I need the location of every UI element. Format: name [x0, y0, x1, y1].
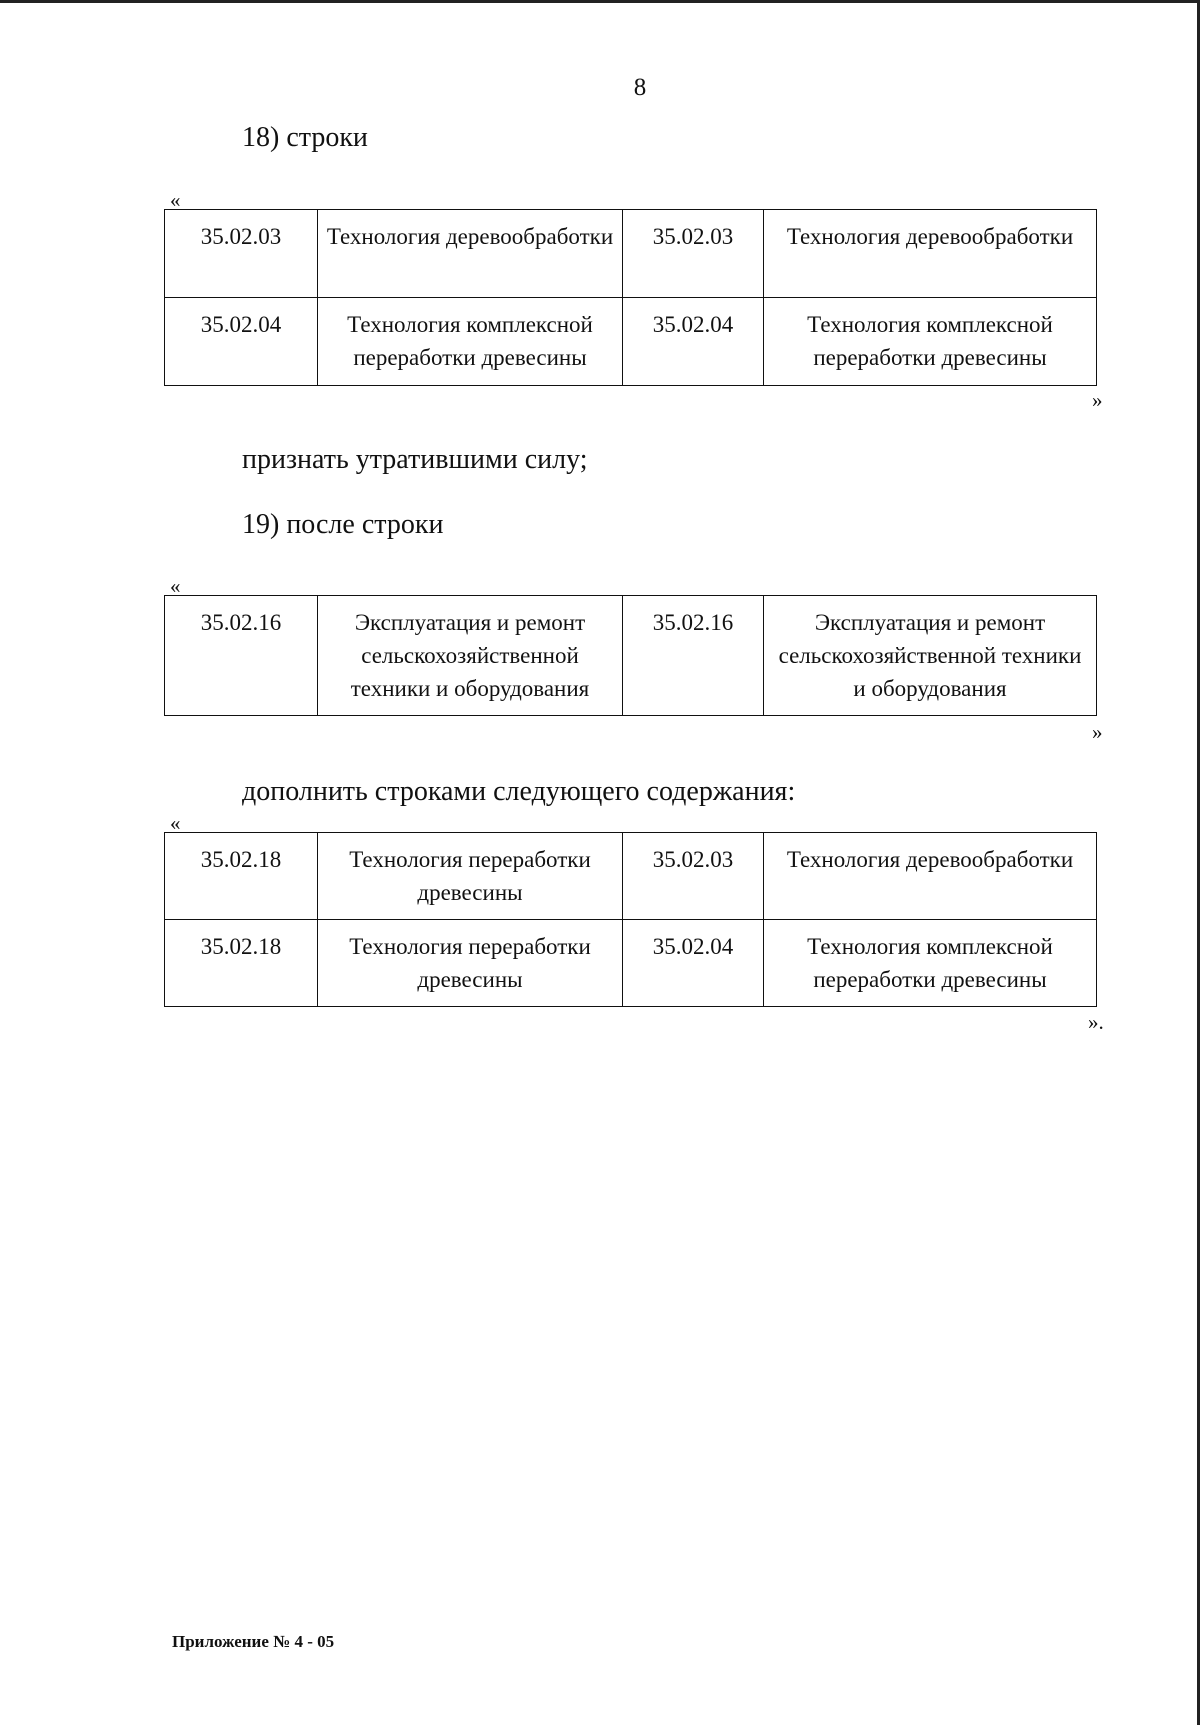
- table-cell-code: 35.02.03: [623, 210, 764, 298]
- table-cell-name: Технология комплексной переработки древесины: [764, 920, 1097, 1007]
- table3: [164, 832, 1097, 1007]
- table2-close-quote: »: [1092, 720, 1103, 744]
- table-row: [165, 920, 1097, 1007]
- table-cell-code: 35.02.03: [623, 833, 764, 920]
- item-19-heading: 19) после строки: [242, 509, 444, 540]
- table-cell-code: 35.02.04: [165, 298, 318, 386]
- item-18-heading: 18) строки: [242, 122, 368, 153]
- table-cell-code: 35.02.18: [165, 833, 318, 920]
- table-cell-name: Технология комплексной переработки древесины: [764, 298, 1097, 386]
- table3-close-quote: ».: [1088, 1010, 1104, 1034]
- table-cell-name: Технология деревообработки: [764, 833, 1097, 920]
- page-number: 8: [633, 74, 647, 101]
- table2: [164, 595, 1097, 716]
- supplement-text: дополнить строками следующего содержания:: [242, 776, 796, 807]
- table1-open-quote: «: [170, 188, 181, 212]
- table-cell-name: Технология переработки древесины: [318, 833, 623, 920]
- table-cell-code: 35.02.16: [623, 596, 764, 716]
- table-cell-code: 35.02.03: [165, 210, 318, 298]
- table2-open-quote: «: [170, 574, 181, 598]
- table-cell-code: 35.02.16: [165, 596, 318, 716]
- table-row: [165, 833, 1097, 920]
- table-cell-code: 35.02.18: [165, 920, 318, 1007]
- table-row: [165, 298, 1097, 386]
- table-row: [165, 210, 1097, 298]
- recognize-invalid-text: признать утратившими силу;: [242, 444, 588, 475]
- table-cell-name: Технология переработки древесины: [318, 920, 623, 1007]
- table-cell-name: Технология деревообработки: [764, 210, 1097, 298]
- table1-close-quote: »: [1092, 388, 1103, 412]
- table-cell-code: 35.02.04: [623, 920, 764, 1007]
- footer-appendix-label: Приложение № 4 - 05: [172, 1632, 335, 1651]
- table-cell-name: Технология деревообработки: [318, 210, 623, 298]
- table-cell-name: Эксплуатация и ремонт сельскохозяйственной техники и оборудования: [764, 596, 1097, 716]
- table-cell-name: Эксплуатация и ремонт сельскохозяйственной техники и оборудования: [318, 596, 623, 716]
- scan-edge-top: [0, 0, 1200, 3]
- table-cell-name: Технология комплексной переработки древесины: [318, 298, 623, 386]
- table-row: [165, 596, 1097, 716]
- table1: [164, 209, 1097, 386]
- table3-open-quote: «: [170, 811, 181, 835]
- table-cell-code: 35.02.04: [623, 298, 764, 386]
